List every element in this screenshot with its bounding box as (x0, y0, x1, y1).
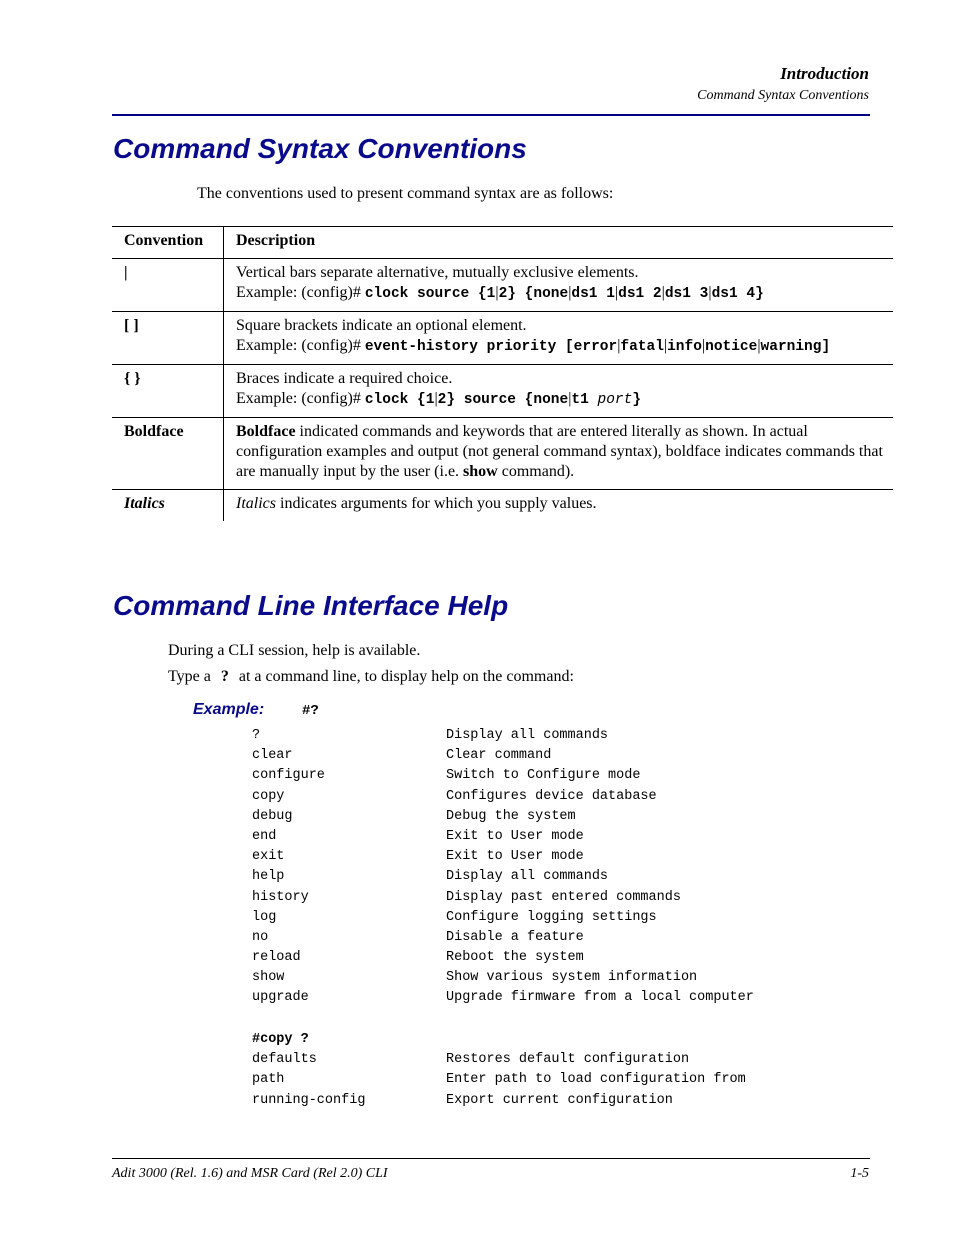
cli-description: Enter path to load configuration from (446, 1072, 746, 1088)
para2-key: ? (220, 668, 229, 685)
cli-help-para2 (168, 668, 574, 686)
cli-command: upgrade (252, 990, 309, 1006)
cli-description: Upgrade firmware from a local computer (446, 990, 754, 1006)
example-bar: | (663, 337, 668, 354)
example-line (236, 336, 890, 357)
description-text: indicates arguments for which you supply values. (276, 495, 597, 512)
para2-text: Type a (168, 668, 215, 685)
example-command: #? (302, 703, 319, 719)
convention-cell: [ ] (112, 312, 224, 365)
example-line (236, 389, 890, 410)
example-prefix: Example: (config)# (236, 337, 365, 354)
cli-command: configure (252, 768, 325, 784)
table-row (112, 365, 893, 418)
example-bar: | (614, 284, 619, 301)
description-text: Vertical bars separate alternative, mutually exclusive elements. (236, 264, 639, 281)
example-prefix: Example: (config)# (236, 284, 365, 301)
cli-description: Display all commands (446, 869, 609, 885)
cli-description: Export current configuration (446, 1092, 673, 1108)
col-header-description: Description (224, 227, 894, 259)
cli-description: Exit to User mode (446, 828, 584, 844)
example-code: ds1 3 (664, 286, 709, 302)
description-cell (224, 490, 894, 522)
table-row (112, 312, 893, 365)
footer-rule (112, 1158, 870, 1159)
description-cell (224, 259, 894, 312)
section-heading-syntax: Command Syntax Conventions (113, 133, 527, 164)
description-text: command). (497, 463, 575, 480)
list-item (252, 1050, 690, 1070)
cli-command: copy (252, 788, 285, 804)
cli-description: Display past entered commands (446, 889, 681, 905)
cli-description: Switch to Configure mode (446, 768, 641, 784)
example-label: Example: (193, 701, 265, 718)
table-header-row (112, 227, 893, 259)
example-bar: | (434, 390, 438, 407)
cli-description: Debug the system (446, 808, 576, 824)
cli-description: Clear command (446, 748, 552, 764)
example-code: ds1 2 (618, 286, 662, 302)
running-header-title: Introduction (780, 64, 869, 83)
cli-description: Show various system information (446, 970, 698, 986)
example-code: fatal (620, 339, 664, 355)
cli-command: history (252, 889, 309, 905)
cli-command: path (252, 1072, 285, 1088)
example-bar: | (757, 337, 761, 354)
cli-description: Exit to User mode (446, 849, 584, 865)
description-text: indicated commands and keywords that are entered literally as shown. In actual configuration examples and output (not general command syntax), boldface indicates commands that are manually input by the user (i.e. (236, 423, 883, 480)
copy-command-list (252, 1030, 746, 1111)
cli-command: clear (252, 748, 293, 764)
example-bar: | (495, 284, 499, 301)
convention-cell: Italics (112, 490, 224, 522)
example-line (236, 283, 890, 304)
cli-command: end (252, 828, 277, 844)
cli-command: log (252, 909, 277, 925)
example-code: clock source {1 (364, 286, 496, 302)
example-prefix: Example: (config)# (236, 390, 365, 407)
running-header-subtitle: Command Syntax Conventions (697, 88, 869, 103)
cli-description: Display all commands (446, 728, 609, 743)
example-bar: | (617, 337, 621, 354)
example-code: warning] (760, 339, 831, 355)
example-code: info (667, 339, 702, 355)
cli-description: Configures device database (446, 788, 657, 804)
example-code: notice (705, 339, 758, 355)
cli-description: Reboot the system (446, 950, 584, 966)
cli-command: exit (252, 849, 285, 865)
cli-command: show (252, 970, 285, 986)
conventions-table (112, 226, 893, 521)
cli-command: defaults (252, 1052, 317, 1068)
example-code: } (632, 392, 642, 408)
example-argument: port (597, 392, 633, 408)
description-cell (224, 418, 894, 490)
example-code: 2} {none (498, 286, 569, 302)
cli-command: reload (252, 950, 301, 966)
table-row (112, 259, 893, 312)
example-code: ds1 4} (711, 286, 764, 302)
page-number: 1-5 (850, 1166, 869, 1181)
cli-command: debug (252, 808, 293, 824)
cli-command: ? (252, 728, 261, 743)
list-item (252, 1091, 673, 1111)
example-bar: | (708, 284, 712, 301)
para2-text: at a command line, to display help on the command: (234, 668, 574, 685)
description-lead: Italics (236, 495, 276, 512)
cli-description: Disable a feature (446, 929, 584, 945)
header-rule (112, 114, 870, 116)
col-header-convention: Convention (112, 227, 224, 259)
description-cell (224, 365, 894, 418)
cli-command: running-config (252, 1092, 366, 1108)
description-lead: Boldface (236, 423, 296, 440)
cli-command: no (252, 929, 269, 945)
cli-command: help (252, 869, 285, 885)
section-heading-cli-help: Command Line Interface Help (113, 590, 509, 621)
list-item (252, 1070, 746, 1090)
example-code: 2} source {none (437, 392, 569, 408)
example-code: clock {1 (364, 392, 435, 408)
example-bar: | (661, 284, 665, 301)
convention-cell: Boldface (112, 418, 224, 490)
example-code: t1 (571, 392, 598, 408)
example-bar: | (568, 390, 572, 407)
example-bar: | (568, 284, 572, 301)
copy-command-prompt: #copy ? (252, 1032, 309, 1047)
cli-description: Restores default configuration (446, 1052, 690, 1068)
description-cell (224, 312, 894, 365)
cli-help-para1: During a CLI session, help is available. (168, 642, 421, 659)
example-code: event-history priority [error (364, 339, 618, 355)
example-bar: | (701, 337, 706, 354)
convention-cell: { } (112, 365, 224, 418)
description-bold-word: show (463, 463, 498, 480)
footer-title: Adit 3000 (Rel. 1.6) and MSR Card (Rel 2.0) CLI (112, 1166, 388, 1181)
table-row (112, 418, 893, 490)
description-text: Square brackets indicate an optional element. (236, 317, 527, 334)
description-text: Braces indicate a required choice. (236, 370, 453, 387)
cli-description: Configure logging settings (446, 909, 657, 925)
convention-cell: | (112, 259, 224, 312)
example-code: ds1 1 (571, 286, 615, 302)
syntax-intro: The conventions used to present command syntax are as follows: (197, 185, 614, 202)
table-row (112, 490, 893, 522)
